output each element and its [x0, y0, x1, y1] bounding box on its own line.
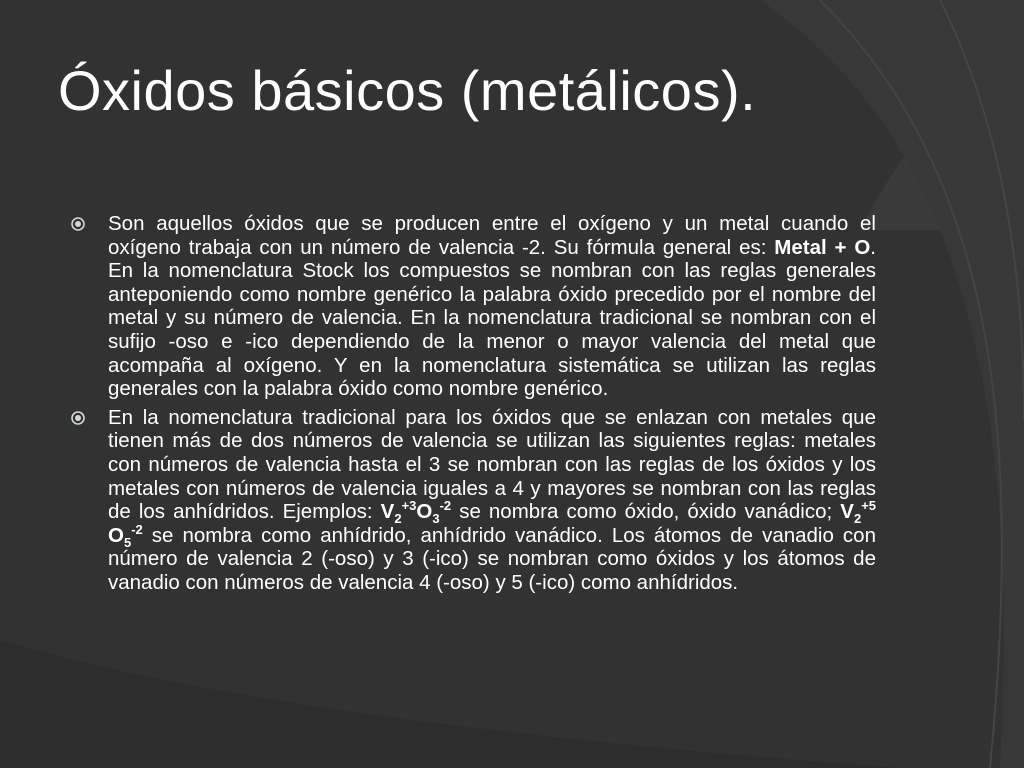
formula-example: $V_2^{+3}O_3^{-2}$: [380, 498, 452, 527]
paragraph-text: se nombra como anhídrido, anhídrido vanádico. Los átomos de vanadio con número de valencia 2 (-oso) y 3 (-ico) se nombran como óxidos y los átomos de vanadio con números de valencia 4 (-oso) y 5 (-ico) como anhídridos.: [108, 523, 876, 594]
formula-example: $V_2^{+5}$ $O_5^{-2}$: [108, 498, 877, 550]
bullet-circle-icon: [70, 410, 86, 426]
formula-text: Metal + O: [774, 235, 871, 259]
bullet-circle-icon: [70, 216, 86, 232]
paragraph-text: . En la nomenclatura Stock los compuestos se nombran con las reglas generales anteponiendo como nombre genérico la palabra óxido precedido por el nombre del metal y su número de valencia. En la nomenclatura tradicional se nombran con el sufijo -oso e -ico dependiendo de la menor o mayor valencia del metal que acompaña al oxígeno. Y en la nomenclatura sistemática se utilizan las reglas generales con la palabra óxido como nombre genérico.: [108, 235, 876, 401]
bullet-list: [70, 212, 876, 600]
slide-title: Óxidos básicos (metálicos).: [58, 59, 757, 122]
list-item: [70, 212, 876, 401]
paragraph-text: En la nomenclatura tradicional para los óxidos que se enlazan con metales que tienen más de dos números de valencia se utilizan las siguientes reglas: metales con números de valencia hasta el 3 se nombran con las reglas de los óxidos y los metales con números de valencia iguales a 4 y mayores se nombran con las reglas de los anhídridos. Ejemplos:: [108, 405, 876, 524]
paragraph-text: se nombra como óxido, óxido vanádico;: [451, 500, 841, 524]
list-item: [70, 406, 876, 595]
paragraph-text: Son aquellos óxidos que se producen entre el oxígeno y un metal cuando el oxígeno trabaja con un número de valencia -2. Su fórmula general es:: [108, 212, 876, 259]
